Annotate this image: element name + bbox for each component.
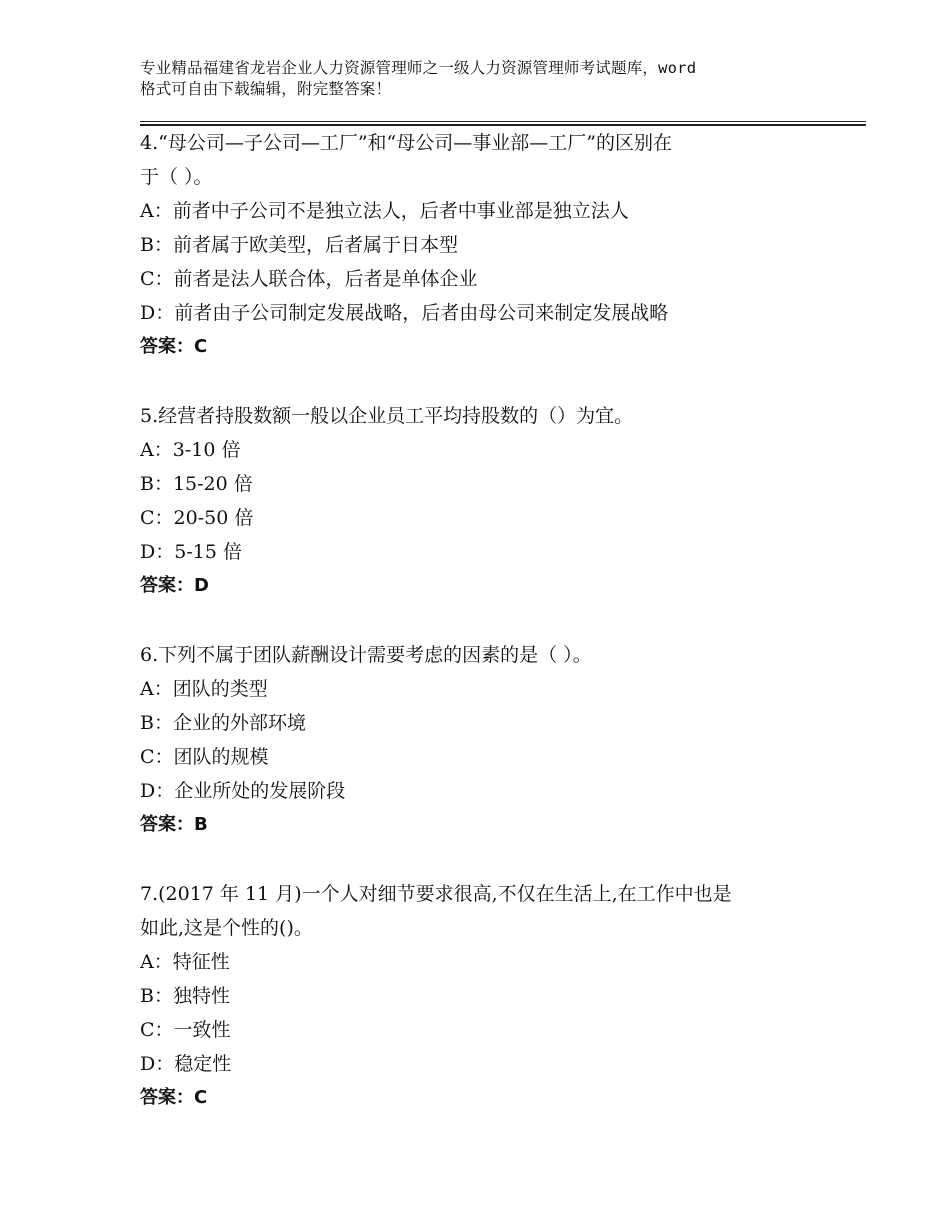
answer-value: C	[194, 1087, 208, 1108]
answer-label: 答案：	[140, 336, 194, 357]
answer-label: 答案：	[140, 814, 194, 835]
header-divider-thin	[140, 121, 866, 122]
option-d: D：稳定性	[140, 1053, 232, 1075]
option-d: D：前者由子公司制定发展战略，后者由母公司来制定发展战略	[140, 302, 669, 324]
option-c: C：一致性	[140, 1019, 231, 1041]
question-stem: 7.(2017 年 11 月)一个人对细节要求很高,不仅在生活上,在工作中也是	[140, 883, 732, 905]
option-b: B：前者属于欧美型，后者属于日本型	[140, 234, 458, 256]
option-a: A：前者中子公司不是独立法人，后者中事业部是独立法人	[140, 200, 629, 222]
document-header	[140, 58, 810, 100]
answer-value: D	[194, 575, 209, 596]
question-4	[140, 126, 820, 364]
header-line-1: 专业精品福建省龙岩企业人力资源管理师之一级人力资源管理师考试题库，word	[140, 59, 697, 77]
question-stem: 4.“母公司—子公司—工厂”和“母公司—事业部—工厂”的区别在	[140, 132, 672, 154]
question-stem: 6.下列不属于团队薪酬设计需要考虑的因素的是（ ）。	[140, 644, 592, 666]
question-stem: 5.经营者持股数额一般以企业员工平均持股数的（）为宜。	[140, 405, 634, 427]
answer-line	[140, 1081, 820, 1115]
option-b: B：独特性	[140, 985, 230, 1007]
option-a: A：团队的类型	[140, 678, 268, 700]
question-7	[140, 877, 820, 1115]
option-a: A：3-10 倍	[140, 439, 241, 461]
answer-line	[140, 569, 820, 603]
question-stem-continued: 于（ ）。	[140, 166, 213, 188]
answer-value: C	[194, 336, 208, 357]
option-c: C：前者是法人联合体，后者是单体企业	[140, 268, 478, 290]
answer-line	[140, 330, 820, 364]
option-a: A：特征性	[140, 951, 230, 973]
answer-label: 答案：	[140, 575, 194, 596]
question-stem-continued: 如此,这是个性的()。	[140, 917, 313, 939]
option-d: D：5-15 倍	[140, 541, 242, 563]
question-5	[140, 399, 820, 603]
option-c: C：团队的规模	[140, 746, 269, 768]
answer-value: B	[194, 814, 208, 835]
option-c: C：20-50 倍	[140, 507, 254, 529]
answer-label: 答案：	[140, 1087, 194, 1108]
option-b: B：15-20 倍	[140, 473, 253, 495]
option-d: D：企业所处的发展阶段	[140, 780, 346, 802]
option-b: B：企业的外部环境	[140, 712, 306, 734]
question-6	[140, 638, 820, 842]
answer-line	[140, 808, 820, 842]
header-line-2: 格式可自由下载编辑，附完整答案！	[140, 80, 392, 98]
